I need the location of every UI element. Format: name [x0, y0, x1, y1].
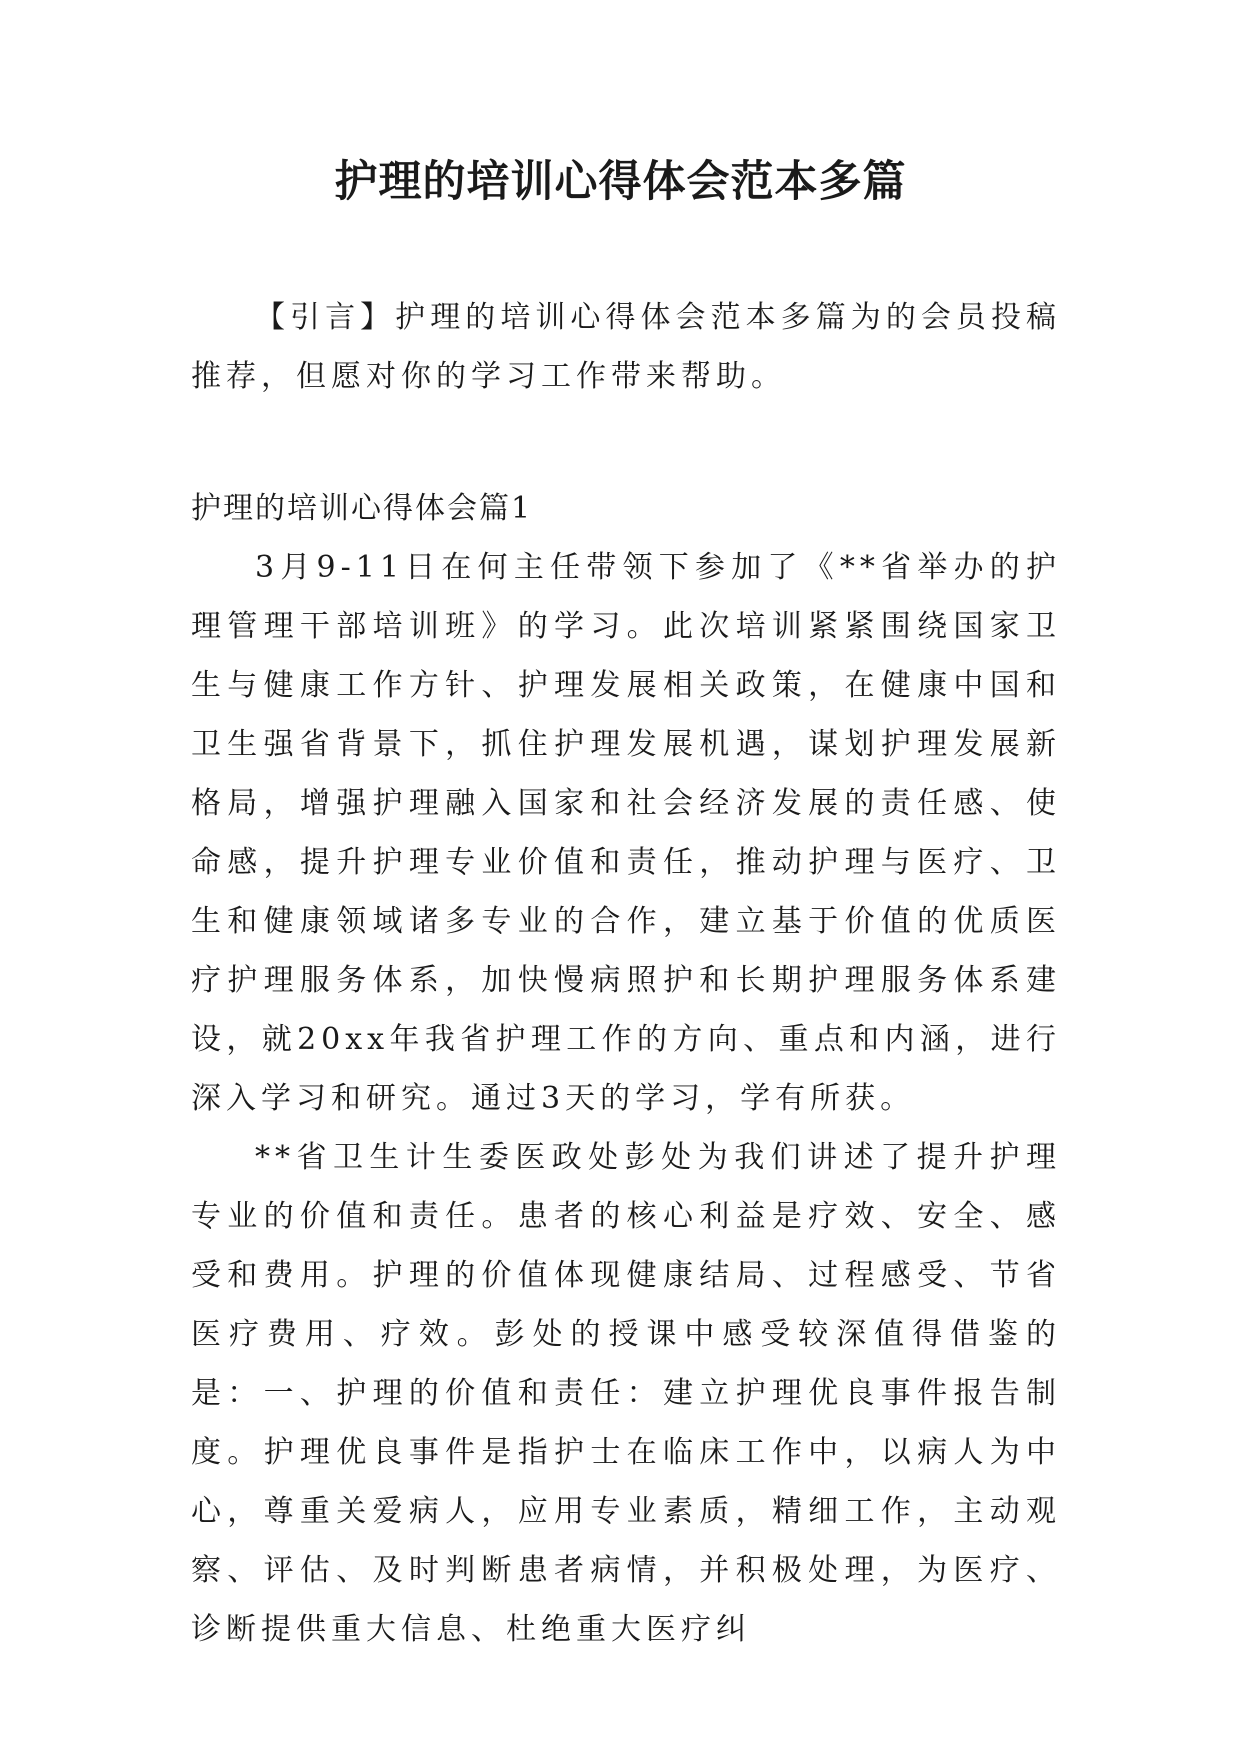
body-paragraph-2: **省卫生计生委医政处彭处为我们讲述了提升护理专业的价值和责任。患者的核心利益是疗效、安全、感受和费用。护理的价值体现健康结局、过程感受、节省医疗费用、疗效。彭处的授课中感受较深值得借鉴的是：一、护理的价值和责任：建立护理优良事件报告制度。护理优良事件是指护士在临床工作中，以病人为中心，尊重关爱病人，应用专业素质，精细工作，主动观察、评估、及时判断患者病情，并积极处理，为医疗、诊断提供重大信息、杜绝重大医疗纠 — [191, 1140, 1061, 1647]
intro-paragraph: 【引言】护理的培训心得体会范本多篇为的会员投稿推荐，但愿对你的学习工作带来帮助。 — [191, 300, 1061, 394]
document-title: 护理的培训心得体会范本多篇 — [334, 157, 907, 207]
document-body — [191, 288, 1061, 1659]
body-paragraph-1: 3月9-11日在何主任带领下参加了《**省举办的护理管理干部培训班》的学习。此次培训紧紧围绕国家卫生与健康工作方针、护理发展相关政策，在健康中国和卫生强省背景下，抓住护理发展机遇，谋划护理发展新格局，增强护理融入国家和社会经济发展的责任感、使命感，提升护理专业价值和责任，推动护理与医疗、卫生和健康领域诸多专业的合作，建立基于价值的优质医疗护理服务体系，加快慢病照护和长期护理服务体系建设，就20xx年我省护理工作的方向、重点和内涵，进行深入学习和研究。通过3天的学习，学有所获。 — [191, 550, 1061, 1116]
section-heading: 护理的培训心得体会篇1 — [191, 491, 533, 526]
